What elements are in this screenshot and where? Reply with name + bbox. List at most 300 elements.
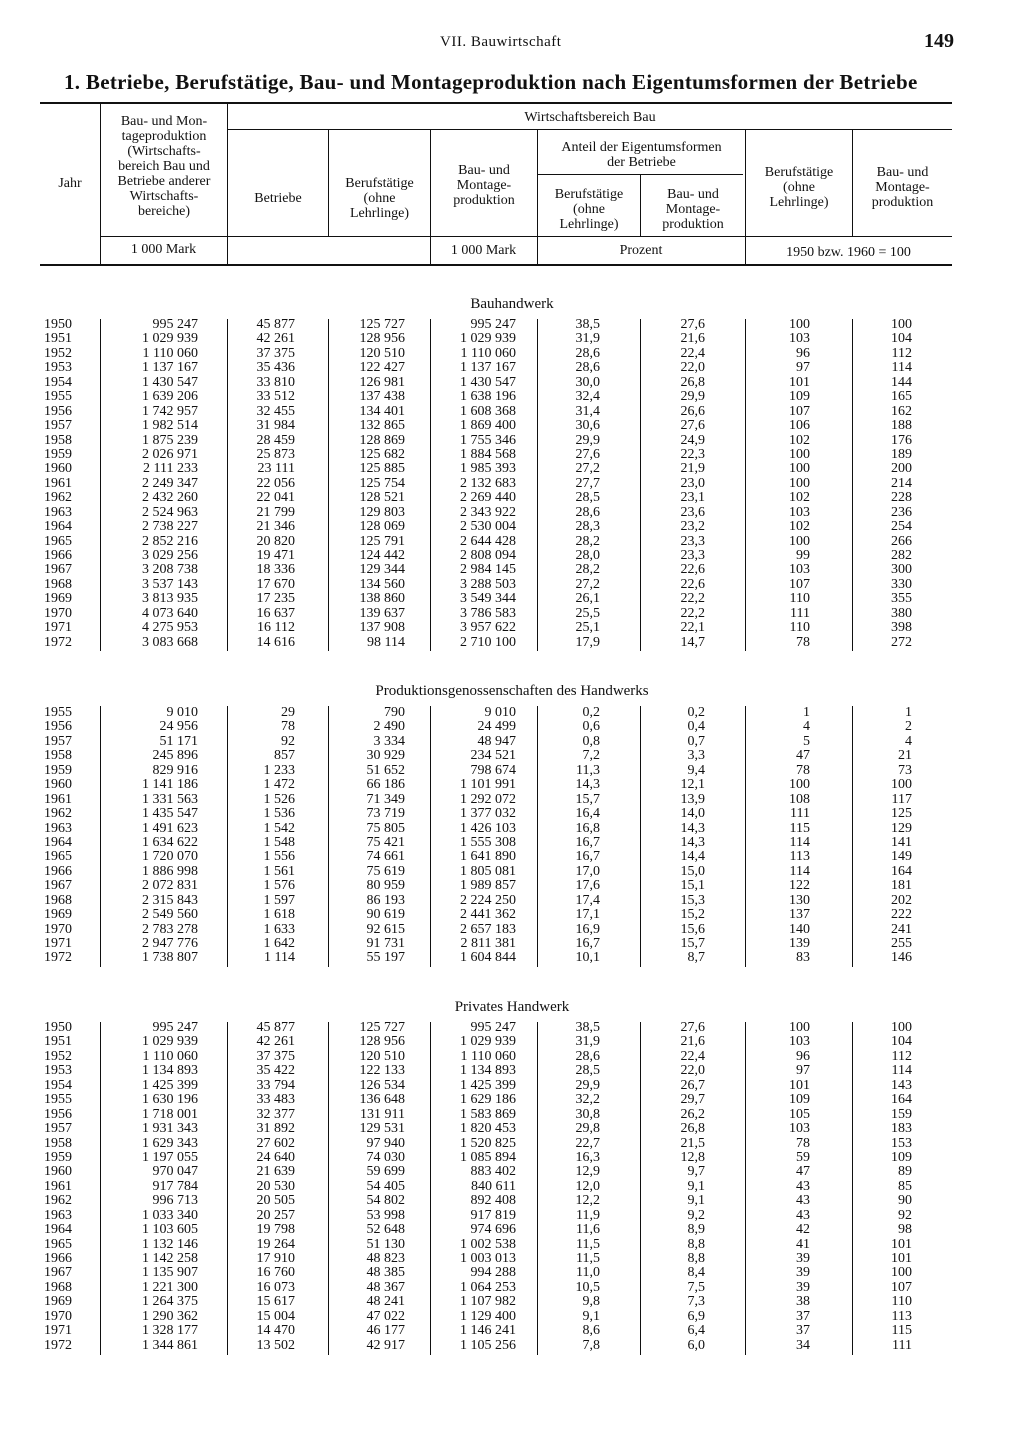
table-row	[0, 607, 1024, 621]
bau-total-cell: 4 073 640	[142, 605, 198, 621]
table-row	[0, 376, 1024, 390]
bau-montage-cell: 1 107 982	[460, 1294, 516, 1310]
table-row	[0, 419, 1024, 433]
anteil-beruf-cell: 11,6	[576, 1222, 600, 1238]
anteil-bau-cell: 22,2	[680, 591, 705, 607]
bau-total-cell: 1 875 239	[142, 432, 198, 448]
bau-montage-cell: 1 292 072	[460, 791, 516, 807]
bau-montage-cell: 2 644 428	[460, 533, 516, 549]
anteil-bau-cell: 22,6	[680, 576, 705, 592]
table-row	[0, 1021, 1024, 1035]
berufstaetige-cell: 54 405	[366, 1178, 405, 1194]
index-bau-cell: 222	[891, 907, 912, 923]
bau-montage-cell: 1 641 890	[460, 849, 516, 865]
index-bau-cell: 300	[891, 562, 912, 578]
berufstaetige-cell: 75 805	[366, 820, 405, 836]
year-cell: 1972	[44, 1337, 72, 1353]
index-bau-cell: 101	[891, 1236, 912, 1252]
berufstaetige-cell: 137 438	[359, 389, 405, 405]
index-bau-cell: 330	[891, 576, 912, 592]
berufstaetige-cell: 126 981	[359, 374, 405, 390]
betriebe-cell: 37 375	[256, 345, 295, 361]
bau-montage-cell: 2 224 250	[460, 892, 516, 908]
bau-total-cell: 996 713	[152, 1193, 198, 1209]
anteil-bau-cell: 3,3	[687, 748, 705, 764]
anteil-bau-cell: 6,9	[687, 1308, 705, 1324]
year-cell: 1955	[44, 389, 72, 405]
berufstaetige-cell: 86 193	[366, 892, 405, 908]
anteil-bau-cell: 14,0	[680, 806, 705, 822]
anteil-bau-cell: 22,4	[680, 345, 705, 361]
index-beruf-cell: 100	[789, 533, 810, 549]
betriebe-cell: 33 483	[256, 1092, 295, 1108]
year-cell: 1965	[44, 533, 72, 549]
bau-montage-cell: 1 426 103	[460, 820, 516, 836]
index-beruf-cell: 139	[789, 936, 810, 951]
bau-montage-cell: 1 137 167	[460, 360, 516, 376]
anteil-beruf-cell: 28,5	[575, 1063, 600, 1079]
anteil-bau-cell: 9,7	[687, 1164, 705, 1180]
table-row	[0, 347, 1024, 361]
index-bau-cell: 129	[891, 820, 912, 836]
index-bau-cell: 266	[891, 533, 912, 549]
bau-total-cell: 2 524 963	[142, 504, 198, 520]
bau-total-cell: 1 264 375	[142, 1294, 198, 1310]
table-row	[0, 1108, 1024, 1122]
betriebe-cell: 857	[274, 748, 295, 764]
betriebe-cell: 1 561	[263, 863, 295, 879]
year-cell: 1966	[44, 863, 72, 879]
bau-total-cell: 2 315 843	[142, 892, 198, 908]
index-beruf-cell: 5	[803, 733, 810, 749]
year-cell: 1954	[44, 374, 72, 390]
year-cell: 1972	[44, 634, 72, 650]
bau-total-cell: 1 634 622	[142, 834, 198, 850]
anteil-beruf-cell: 28,6	[575, 360, 600, 376]
index-bau-cell: 73	[898, 762, 912, 778]
table-row	[0, 1050, 1024, 1064]
bau-montage-cell: 1 110 060	[460, 345, 516, 361]
bau-total-cell: 1 718 001	[142, 1106, 198, 1122]
table-row	[0, 405, 1024, 419]
bau-total-cell: 1 630 196	[142, 1092, 198, 1108]
index-bau-cell: 159	[891, 1106, 912, 1122]
berufstaetige-cell: 47 022	[366, 1308, 405, 1324]
bau-total-cell: 995 247	[152, 317, 198, 332]
anteil-beruf-cell: 38,5	[575, 317, 600, 332]
berufstaetige-cell: 30 929	[366, 748, 405, 764]
bau-total-cell: 3 029 256	[142, 548, 198, 563]
year-cell: 1969	[44, 907, 72, 923]
table-row	[0, 1339, 1024, 1353]
bau-montage-cell: 1 583 869	[460, 1106, 516, 1122]
betriebe-cell: 33 512	[256, 389, 295, 405]
year-cell: 1963	[44, 504, 72, 520]
anteil-bau-cell: 9,1	[687, 1178, 705, 1194]
bau-total-cell: 245 896	[152, 748, 198, 764]
anteil-beruf-cell: 17,1	[575, 907, 600, 923]
bau-total-cell: 1 033 340	[142, 1207, 198, 1223]
year-cell: 1970	[44, 1308, 72, 1324]
year-cell: 1961	[44, 1178, 72, 1194]
top-rule	[40, 102, 952, 104]
bau-total-cell: 3 537 143	[142, 576, 198, 592]
betriebe-cell: 28 459	[256, 432, 295, 448]
index-beruf-cell: 103	[789, 504, 810, 520]
bau-total-cell: 1 430 547	[142, 374, 198, 390]
anteil-beruf-cell: 16,8	[575, 820, 600, 836]
bau-total-cell: 1 738 807	[142, 950, 198, 966]
table-row	[0, 894, 1024, 908]
table-row	[0, 448, 1024, 462]
betriebe-cell: 18 336	[256, 562, 295, 578]
bau-montage-cell: 1 029 939	[460, 331, 516, 347]
index-bau-cell: 189	[891, 446, 912, 462]
table-row	[0, 822, 1024, 836]
index-beruf-cell: 37	[796, 1323, 810, 1339]
bau-montage-cell: 1 520 825	[460, 1135, 516, 1151]
index-bau-cell: 109	[891, 1149, 912, 1165]
index-bau-cell: 188	[891, 418, 912, 434]
index-beruf-cell: 39	[796, 1279, 810, 1295]
berufstaetige-cell: 48 367	[366, 1279, 405, 1295]
anteil-bau-cell: 23,0	[680, 475, 705, 491]
anteil-beruf-cell: 17,9	[575, 634, 600, 650]
index-bau-cell: 236	[891, 504, 912, 520]
index-beruf-cell: 110	[789, 620, 810, 636]
col-header-anteil-beruf: Berufstätige (ohne Lehrlinge)	[554, 187, 624, 232]
index-bau-cell: 149	[891, 849, 912, 865]
year-cell: 1967	[44, 878, 72, 894]
index-beruf-cell: 114	[789, 863, 810, 879]
bau-total-cell: 995 247	[152, 1020, 198, 1035]
berufstaetige-cell: 125 682	[359, 446, 405, 462]
index-beruf-cell: 43	[796, 1178, 810, 1194]
anteil-beruf-cell: 25,5	[575, 605, 600, 621]
vline-2	[227, 104, 228, 264]
table-row	[0, 491, 1024, 505]
bau-total-cell: 1 491 623	[142, 820, 198, 836]
index-bau-cell: 202	[891, 892, 912, 908]
bau-total-cell: 1 110 060	[142, 1048, 198, 1064]
anteil-beruf-cell: 29,8	[575, 1121, 600, 1137]
anteil-bau-cell: 23,2	[680, 519, 705, 535]
betriebe-cell: 1 576	[263, 878, 295, 894]
berufstaetige-cell: 126 534	[359, 1077, 405, 1093]
anteil-beruf-cell: 27,2	[575, 461, 600, 477]
index-bau-cell: 115	[891, 1323, 912, 1339]
index-bau-cell: 112	[891, 1048, 912, 1064]
col-header-bau-montage: Bau- und Montage- produktion	[453, 163, 515, 208]
col-header-anteil-bau: Bau- und Montage- produktion	[662, 187, 724, 232]
berufstaetige-cell: 66 186	[366, 777, 405, 793]
anteil-beruf-cell: 28,6	[575, 504, 600, 520]
index-beruf-cell: 101	[789, 1077, 810, 1093]
betriebe-cell: 33 794	[256, 1077, 295, 1093]
bau-total-cell: 1 110 060	[142, 345, 198, 361]
betriebe-cell: 1 526	[263, 791, 295, 807]
index-bau-cell: 146	[891, 950, 912, 966]
index-beruf-cell: 100	[789, 446, 810, 462]
bau-total-cell: 2 432 260	[142, 490, 198, 506]
bau-total-cell: 3 083 668	[142, 634, 198, 650]
table-row	[0, 318, 1024, 332]
table-row	[0, 578, 1024, 592]
anteil-bau-cell: 26,6	[680, 403, 705, 419]
bau-total-cell: 1 135 907	[142, 1265, 198, 1281]
bau-montage-cell: 9 010	[484, 705, 516, 720]
index-bau-cell: 100	[891, 317, 912, 332]
anteil-bau-cell: 7,5	[687, 1279, 705, 1295]
bau-montage-cell: 3 549 344	[460, 591, 516, 607]
index-beruf-cell: 107	[789, 403, 810, 419]
year-cell: 1968	[44, 1279, 72, 1295]
betriebe-cell: 22 041	[256, 490, 295, 506]
anteil-beruf-cell: 10,5	[575, 1279, 600, 1295]
index-beruf-cell: 43	[796, 1193, 810, 1209]
year-cell: 1957	[44, 733, 72, 749]
table-row	[0, 1295, 1024, 1309]
index-beruf-cell: 103	[789, 1121, 810, 1137]
table-row	[0, 720, 1024, 734]
anteil-beruf-cell: 32,4	[575, 389, 600, 405]
bau-total-cell: 1 029 939	[142, 331, 198, 347]
bau-total-cell: 2 072 831	[142, 878, 198, 894]
table-row	[0, 1180, 1024, 1194]
anteil-beruf-cell: 12,2	[575, 1193, 600, 1209]
anteil-beruf-cell: 11,3	[576, 762, 600, 778]
index-bau-cell: 107	[891, 1279, 912, 1295]
anteil-beruf-cell: 0,2	[582, 705, 600, 720]
anteil-bau-cell: 15,7	[680, 936, 705, 951]
index-bau-cell: 144	[891, 374, 912, 390]
table-row	[0, 1238, 1024, 1252]
index-bau-cell: 125	[891, 806, 912, 822]
year-cell: 1960	[44, 777, 72, 793]
betriebe-cell: 22 056	[256, 475, 295, 491]
table-row	[0, 1252, 1024, 1266]
index-beruf-cell: 130	[789, 892, 810, 908]
anteil-beruf-cell: 15,7	[575, 791, 600, 807]
berufstaetige-cell: 46 177	[366, 1323, 405, 1339]
anteil-bau-cell: 8,8	[687, 1236, 705, 1252]
berufstaetige-cell: 92 615	[366, 921, 405, 937]
index-beruf-cell: 97	[796, 360, 810, 376]
index-beruf-cell: 83	[796, 950, 810, 966]
year-cell: 1962	[44, 490, 72, 506]
anteil-bau-cell: 15,6	[680, 921, 705, 937]
wb-divider	[228, 129, 952, 130]
bau-total-cell: 51 171	[159, 733, 198, 749]
berufstaetige-cell: 122 427	[359, 360, 405, 376]
anteil-beruf-cell: 30,0	[575, 374, 600, 390]
anteil-bau-cell: 9,4	[687, 762, 705, 778]
anteil-beruf-cell: 28,6	[575, 1048, 600, 1064]
betriebe-cell: 20 820	[256, 533, 295, 549]
bau-total-cell: 3 208 738	[142, 562, 198, 578]
index-beruf-cell: 103	[789, 331, 810, 347]
col-header-anteil: Anteil der Eigentumsformen der Betriebe	[561, 140, 722, 170]
index-beruf-cell: 101	[789, 374, 810, 390]
betriebe-cell: 14 616	[256, 634, 295, 650]
year-cell: 1957	[44, 1121, 72, 1137]
anteil-beruf-cell: 31,9	[575, 1034, 600, 1050]
bau-total-cell: 1 029 939	[142, 1034, 198, 1050]
index-bau-cell: 92	[898, 1207, 912, 1223]
anteil-bau-cell: 26,2	[680, 1106, 705, 1122]
table-row	[0, 390, 1024, 404]
index-beruf-cell: 109	[789, 1092, 810, 1108]
year-cell: 1970	[44, 605, 72, 621]
year-cell: 1958	[44, 432, 72, 448]
index-beruf-cell: 107	[789, 576, 810, 592]
berufstaetige-cell: 53 998	[366, 1207, 405, 1223]
bau-montage-cell: 2 269 440	[460, 490, 516, 506]
index-bau-cell: 114	[891, 1063, 912, 1079]
index-beruf-cell: 109	[789, 389, 810, 405]
index-bau-cell: 162	[891, 403, 912, 419]
anteil-beruf-cell: 11,5	[576, 1236, 600, 1252]
bau-total-cell: 970 047	[152, 1164, 198, 1180]
index-bau-cell: 100	[891, 1265, 912, 1281]
bau-total-cell: 1 141 186	[142, 777, 198, 793]
berufstaetige-cell: 125 727	[359, 1020, 405, 1035]
betriebe-cell: 20 257	[256, 1207, 295, 1223]
index-beruf-cell: 100	[789, 777, 810, 793]
index-beruf-cell: 78	[796, 634, 810, 650]
bau-total-cell: 1 425 399	[142, 1077, 198, 1093]
berufstaetige-cell: 48 241	[366, 1294, 405, 1310]
berufstaetige-cell: 91 731	[366, 936, 405, 951]
anteil-bau-cell: 0,4	[687, 719, 705, 735]
bau-montage-cell: 1 085 894	[460, 1149, 516, 1165]
betriebe-cell: 31 984	[256, 418, 295, 434]
anteil-beruf-cell: 28,3	[575, 519, 600, 535]
betriebe-cell: 21 639	[256, 1164, 295, 1180]
table-row	[0, 865, 1024, 879]
betriebe-cell: 42 261	[256, 331, 295, 347]
anteil-beruf-cell: 7,2	[582, 748, 600, 764]
table-row	[0, 908, 1024, 922]
betriebe-cell: 32 377	[256, 1106, 295, 1122]
index-beruf-cell: 106	[789, 418, 810, 434]
anteil-beruf-cell: 28,6	[575, 345, 600, 361]
year-cell: 1964	[44, 1222, 72, 1238]
betriebe-cell: 20 505	[256, 1193, 295, 1209]
bau-montage-cell: 1 629 186	[460, 1092, 516, 1108]
anteil-beruf-cell: 31,9	[575, 331, 600, 347]
table-row	[0, 1281, 1024, 1295]
betriebe-cell: 37 375	[256, 1048, 295, 1064]
betriebe-cell: 15 617	[256, 1294, 295, 1310]
anteil-bau-cell: 7,3	[687, 1294, 705, 1310]
table-row	[0, 1194, 1024, 1208]
anteil-beruf-cell: 27,6	[575, 446, 600, 462]
anteil-bau-cell: 8,9	[687, 1222, 705, 1238]
bau-montage-cell: 1 805 081	[460, 863, 516, 879]
betriebe-cell: 1 542	[263, 820, 295, 836]
betriebe-cell: 35 436	[256, 360, 295, 376]
index-bau-cell: 143	[891, 1077, 912, 1093]
year-cell: 1956	[44, 1106, 72, 1122]
index-bau-cell: 254	[891, 519, 912, 535]
table-row	[0, 621, 1024, 635]
berufstaetige-cell: 138 860	[359, 591, 405, 607]
berufstaetige-cell: 790	[384, 705, 405, 720]
year-cell: 1952	[44, 1048, 72, 1064]
year-cell: 1971	[44, 620, 72, 636]
anteil-bau-cell: 8,8	[687, 1251, 705, 1266]
index-bau-cell: 98	[898, 1222, 912, 1238]
bau-total-cell: 2 852 216	[142, 533, 198, 549]
anteil-beruf-cell: 32,2	[575, 1092, 600, 1108]
anteil-bau-cell: 29,7	[680, 1092, 705, 1108]
index-bau-cell: 100	[891, 1020, 912, 1035]
anteil-bau-cell: 13,9	[680, 791, 705, 807]
bau-total-cell: 9 010	[166, 705, 198, 720]
bau-montage-cell: 995 247	[470, 1020, 516, 1035]
index-beruf-cell: 111	[790, 806, 810, 822]
unit-bau-total: 1 000 Mark	[130, 242, 197, 257]
year-cell: 1954	[44, 1077, 72, 1093]
bau-total-cell: 1 435 547	[142, 806, 198, 822]
year-cell: 1963	[44, 820, 72, 836]
index-beruf-cell: 47	[796, 1164, 810, 1180]
index-beruf-cell: 100	[789, 317, 810, 332]
anteil-bau-cell: 27,6	[680, 317, 705, 332]
table-row	[0, 1165, 1024, 1179]
table-section-privates-handwerk	[0, 1021, 1024, 1353]
anteil-bau-cell: 24,9	[680, 432, 705, 448]
year-cell: 1970	[44, 921, 72, 937]
table-row	[0, 1266, 1024, 1280]
berufstaetige-cell: 98 114	[367, 634, 405, 650]
bau-total-cell: 1 221 300	[142, 1279, 198, 1295]
bau-montage-cell: 1 064 253	[460, 1279, 516, 1295]
table-section-pgh	[0, 706, 1024, 966]
index-beruf-cell: 34	[796, 1337, 810, 1353]
table-row	[0, 477, 1024, 491]
berufstaetige-cell: 120 510	[359, 1048, 405, 1064]
betriebe-cell: 92	[281, 733, 295, 749]
betriebe-cell: 45 877	[256, 1020, 295, 1035]
index-beruf-cell: 102	[789, 432, 810, 448]
berufstaetige-cell: 73 719	[366, 806, 405, 822]
index-bau-cell: 214	[891, 475, 912, 491]
berufstaetige-cell: 75 421	[366, 834, 405, 850]
table-row	[0, 434, 1024, 448]
anteil-beruf-cell: 17,6	[575, 878, 600, 894]
bau-montage-cell: 1 755 346	[460, 432, 516, 448]
berufstaetige-cell: 48 385	[366, 1265, 405, 1281]
anteil-beruf-cell: 29,9	[575, 432, 600, 448]
anteil-bau-cell: 21,9	[680, 461, 705, 477]
bau-total-cell: 3 813 935	[142, 591, 198, 607]
anteil-bau-cell: 22,2	[680, 605, 705, 621]
index-beruf-cell: 100	[789, 1020, 810, 1035]
index-beruf-cell: 113	[789, 849, 810, 865]
anteil-bau-cell: 14,3	[680, 820, 705, 836]
berufstaetige-cell: 90 619	[366, 907, 405, 923]
bau-montage-cell: 2 811 381	[460, 936, 516, 951]
berufstaetige-cell: 125 727	[359, 317, 405, 332]
betriebe-cell: 1 618	[263, 907, 295, 923]
page-header	[0, 30, 1024, 54]
betriebe-cell: 25 873	[256, 446, 295, 462]
index-bau-cell: 111	[892, 1337, 912, 1353]
betriebe-cell: 1 472	[263, 777, 295, 793]
bau-montage-cell: 2 343 922	[460, 504, 516, 520]
